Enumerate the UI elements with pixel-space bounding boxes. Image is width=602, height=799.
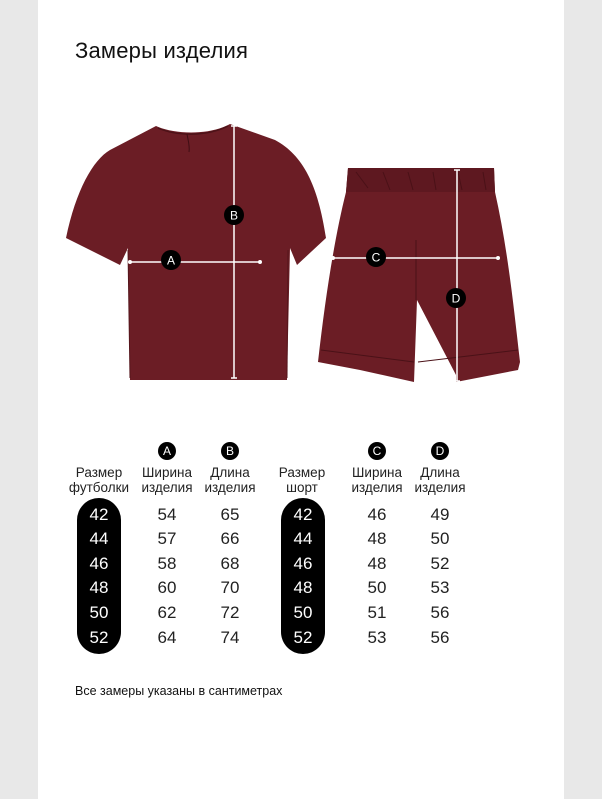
col-c-letter: C [368, 442, 386, 460]
tshirt-size: 48 [89, 578, 109, 597]
svg-text:C: C [371, 250, 381, 265]
tshirt-length: 68 [220, 554, 240, 573]
tshirt-width: 62 [157, 603, 177, 622]
shorts-width: 53 [367, 628, 387, 647]
shorts-width: 48 [367, 529, 387, 548]
tshirt-width: 54 [157, 505, 177, 524]
shorts-width: 51 [367, 603, 387, 622]
marker-c [366, 247, 386, 267]
col-a-header: Ширина изделия [141, 465, 193, 495]
tshirt-size: 52 [89, 628, 109, 647]
shorts-width: 46 [367, 505, 387, 524]
size-chart-card [38, 0, 564, 799]
shorts-width: 48 [367, 554, 387, 573]
marker-d [446, 288, 466, 308]
shorts-size: 42 [293, 505, 313, 524]
shorts-length: 56 [430, 628, 450, 647]
shorts-size: 50 [293, 603, 313, 622]
tshirt-width: 57 [157, 529, 177, 548]
col-b-header: Длина изделия [204, 465, 256, 495]
tshirt-length: 72 [220, 603, 240, 622]
shorts-length: 50 [430, 529, 450, 548]
shorts-size: 44 [293, 529, 313, 548]
shorts-size: 46 [293, 554, 313, 573]
marker-b [224, 205, 244, 225]
shorts-length: 52 [430, 554, 450, 573]
tshirt-length: 74 [220, 628, 240, 647]
shorts-shape [318, 168, 520, 382]
shorts-size-header: Размер шорт [278, 465, 326, 495]
tshirt-size-header: Размер футболки [68, 465, 130, 495]
shorts-width: 50 [367, 578, 387, 597]
shorts-size: 52 [293, 628, 313, 647]
svg-text:D: D [451, 291, 461, 306]
svg-text:B: B [229, 208, 239, 223]
marker-a [161, 250, 181, 270]
col-c-header: Ширина изделия [351, 465, 403, 495]
col-d-letter: D [431, 442, 449, 460]
tshirt-width: 60 [157, 578, 177, 597]
col-a-letter: A [158, 442, 176, 460]
garment-illustration [38, 0, 564, 400]
col-b-letter: B [221, 442, 239, 460]
svg-text:A: A [166, 253, 176, 268]
shorts-length: 53 [430, 578, 450, 597]
shorts-length: 56 [430, 603, 450, 622]
tshirt-length: 66 [220, 529, 240, 548]
tshirt-length: 65 [220, 505, 240, 524]
tshirt-size: 46 [89, 554, 109, 573]
tshirt-width: 64 [157, 628, 177, 647]
tshirt-length: 70 [220, 578, 240, 597]
tshirt-width: 58 [157, 554, 177, 573]
shorts-size: 48 [293, 578, 313, 597]
tshirt-size: 50 [89, 603, 109, 622]
col-d-header: Длина изделия [414, 465, 466, 495]
tshirt-size: 44 [89, 529, 109, 548]
units-note: Все замеры указаны в сантиметрах [75, 684, 283, 698]
page-title: Замеры изделия [75, 38, 249, 63]
shorts-length: 49 [430, 505, 450, 524]
tshirt-size: 42 [89, 505, 109, 524]
